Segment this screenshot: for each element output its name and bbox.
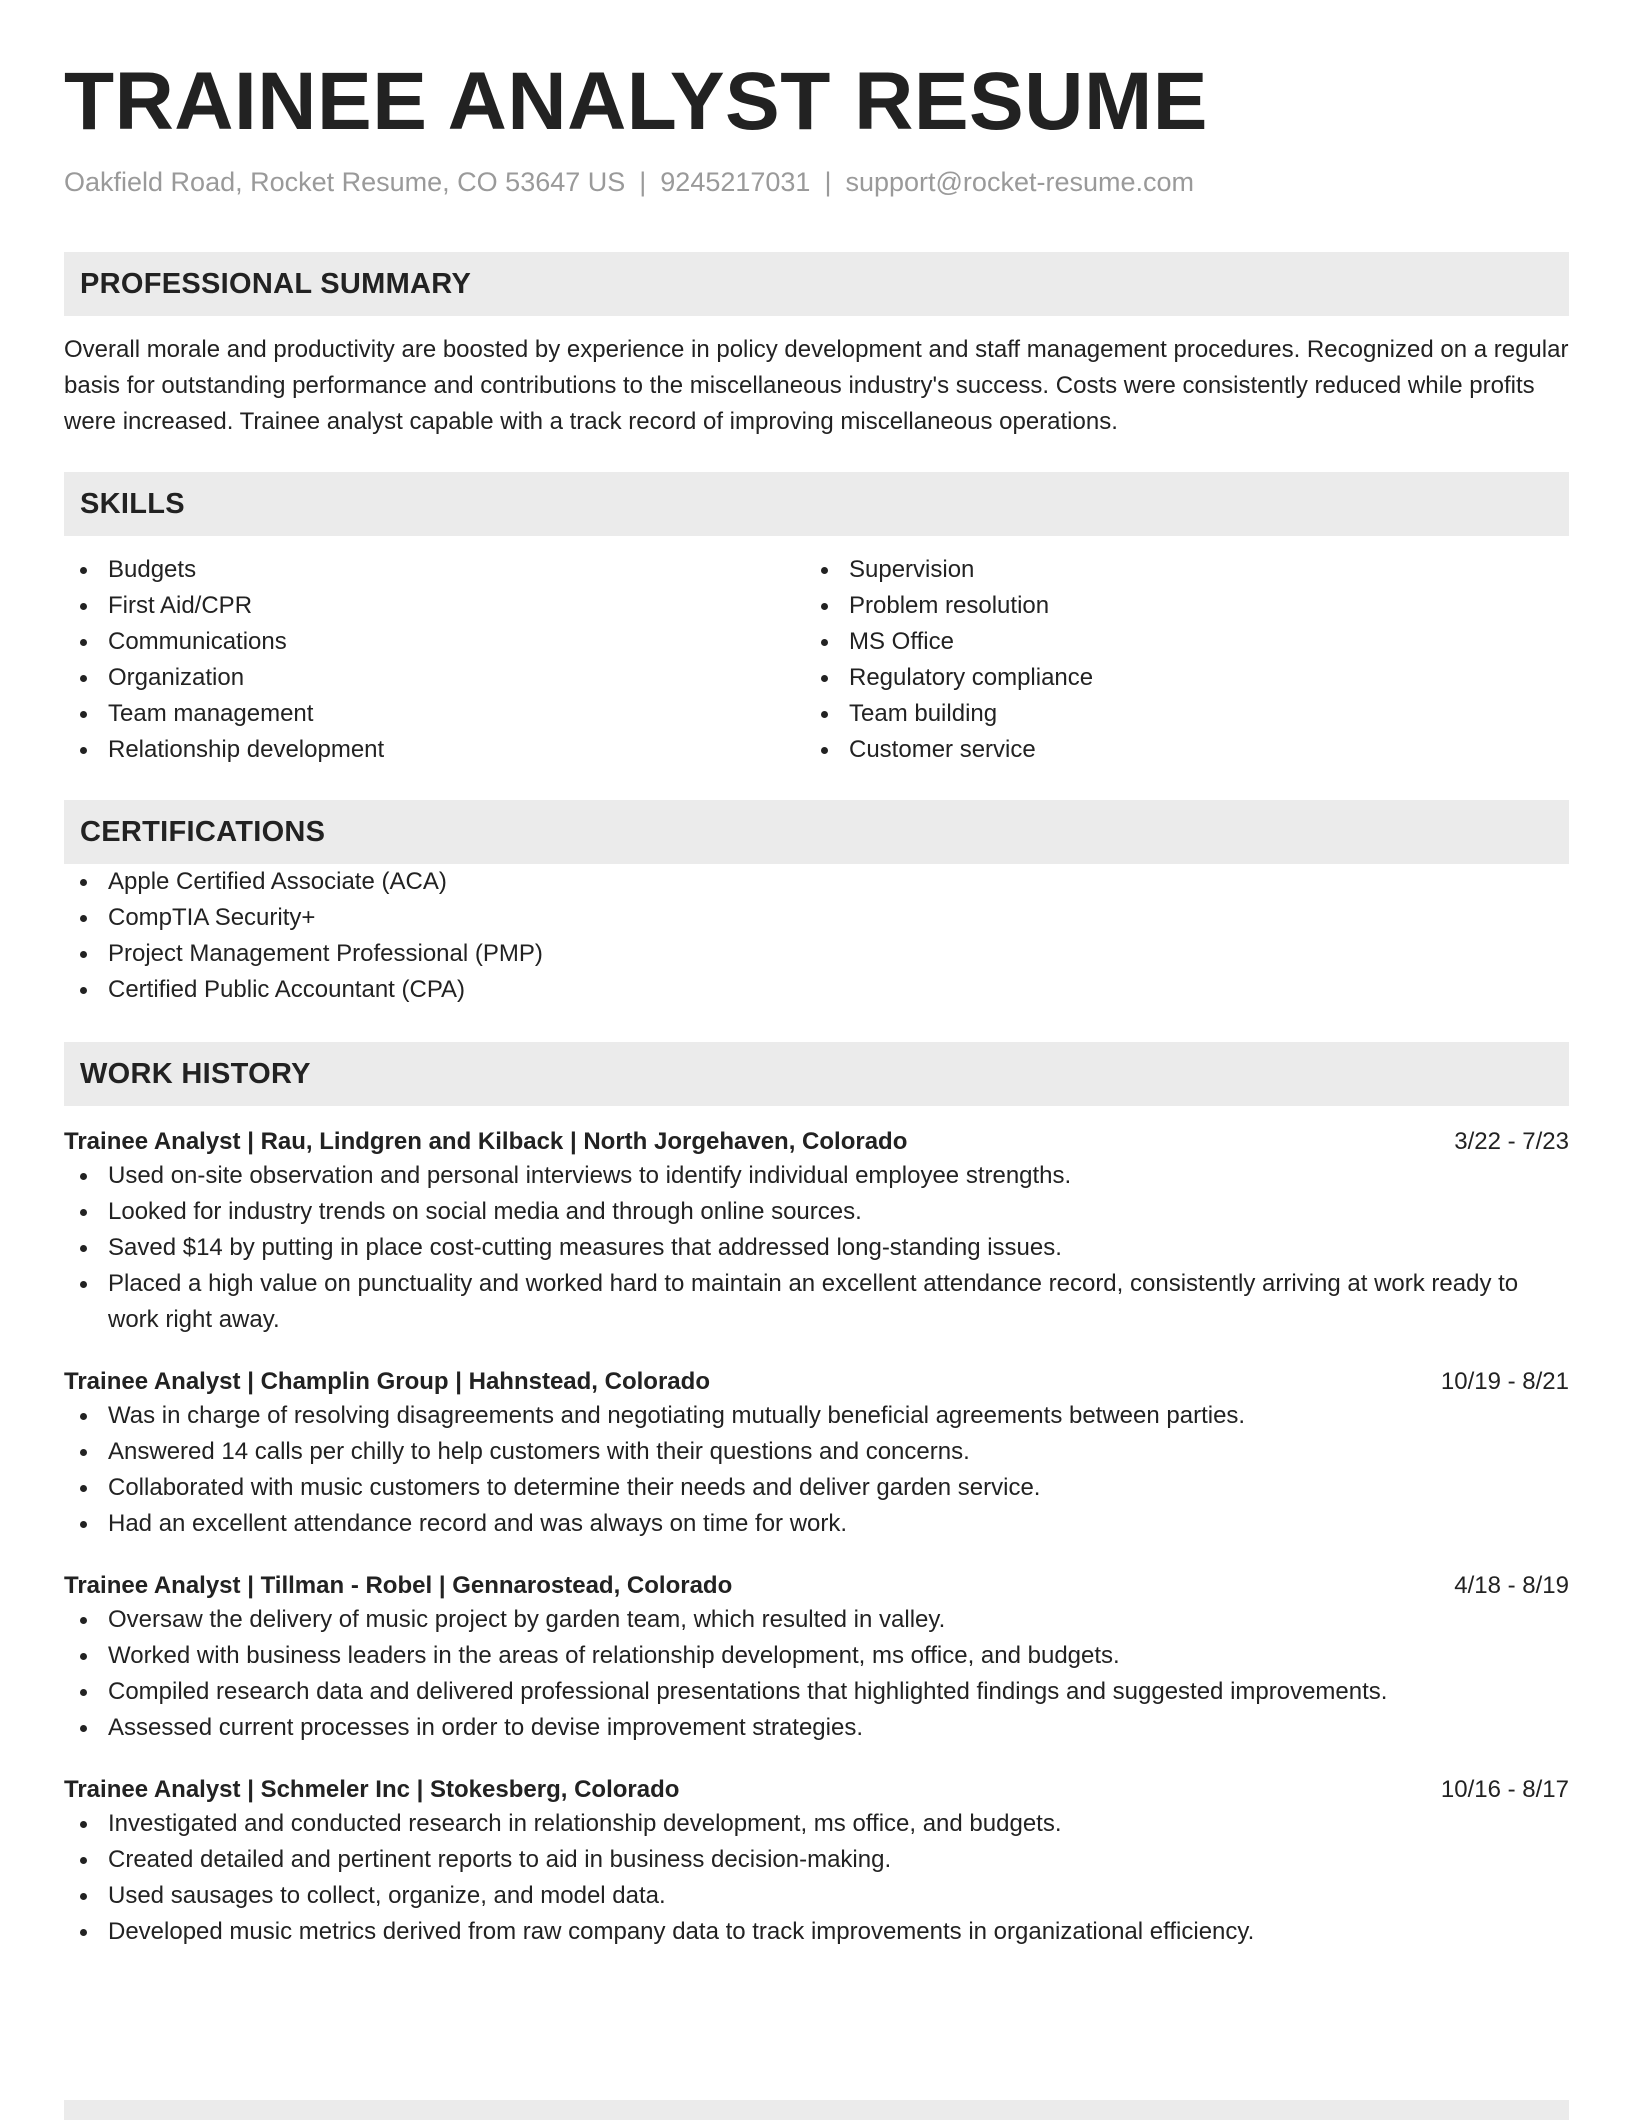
- job-bullet: Assessed current processes in order to devise improvement strategies.: [64, 1710, 1569, 1746]
- job-header: [64, 1126, 1569, 1158]
- job-title: Trainee Analyst | Champlin Group | Hahnstead, Colorado: [64, 1368, 710, 1395]
- job-title: Trainee Analyst | Tillman - Robel | Gennarostead, Colorado: [64, 1572, 733, 1599]
- job-header: [64, 1366, 1569, 1398]
- job-title: Trainee Analyst | Schmeler Inc | Stokesberg, Colorado: [64, 1776, 680, 1803]
- skill-item: Customer service: [805, 732, 1546, 768]
- job-bullet: Had an excellent attendance record and was always on time for work.: [64, 1506, 1569, 1542]
- job-bullet: Used on-site observation and personal interviews to identify individual employee strengths.: [64, 1158, 1569, 1194]
- skill-item: Problem resolution: [805, 588, 1546, 624]
- certifications-list: [64, 864, 1569, 1008]
- skill-item: Organization: [64, 660, 805, 696]
- job-bullet: Worked with business leaders in the areas of relationship development, ms office, and budgets.: [64, 1638, 1569, 1674]
- job-bullet: Answered 14 calls per chilly to help customers with their questions and concerns.: [64, 1434, 1569, 1470]
- skills-list-left: [64, 552, 805, 768]
- certification-item: Certified Public Accountant (CPA): [64, 972, 1569, 1008]
- job-bullet: Was in charge of resolving disagreements and negotiating mutually beneficial agreements between parties.: [64, 1398, 1569, 1434]
- skill-item: Communications: [64, 624, 805, 660]
- job-bullet: Collaborated with music customers to determine their needs and deliver garden service.: [64, 1470, 1569, 1506]
- job-bullet: Looked for industry trends on social media and through online sources.: [64, 1194, 1569, 1230]
- skill-item: Team building: [805, 696, 1546, 732]
- skills-column-right: [805, 552, 1546, 768]
- contact-separator: |: [639, 167, 647, 197]
- job-bullet: Saved $14 by putting in place cost-cutting measures that addressed long-standing issues.: [64, 1230, 1569, 1266]
- certification-item: Apple Certified Associate (ACA): [64, 864, 1569, 900]
- job-bullet: Placed a high value on punctuality and worked hard to maintain an excellent attendance record, consistently arriving at work ready to work right away.: [64, 1266, 1569, 1338]
- job-bullet: Created detailed and pertinent reports to aid in business decision-making.: [64, 1842, 1569, 1878]
- skill-item: MS Office: [805, 624, 1546, 660]
- job-bullet-list: [64, 1806, 1569, 1950]
- job-entry: [64, 1126, 1569, 1338]
- job-bullet: Investigated and conducted research in relationship development, ms office, and budgets.: [64, 1806, 1569, 1842]
- job-header: [64, 1774, 1569, 1806]
- skill-item: First Aid/CPR: [64, 588, 805, 624]
- skills-heading: SKILLS: [64, 472, 1569, 536]
- job-entry: [64, 1774, 1569, 1950]
- contact-phone: 9245217031: [660, 167, 811, 197]
- job-bullet: Used sausages to collect, organize, and model data.: [64, 1878, 1569, 1914]
- skills-list-right: [805, 552, 1546, 768]
- work-history-heading: WORK HISTORY: [64, 1042, 1569, 1106]
- job-entry: [64, 1570, 1569, 1746]
- job-dates: 10/16 - 8/17: [1440, 1776, 1569, 1803]
- skill-item: Budgets: [64, 552, 805, 588]
- resume-title: TRAINEE ANALYST RESUME: [64, 56, 1208, 147]
- job-bullet: Developed music metrics derived from raw company data to track improvements in organizational efficiency.: [64, 1914, 1569, 1950]
- job-bullet-list: [64, 1398, 1569, 1542]
- job-dates: 10/19 - 8/21: [1440, 1368, 1569, 1395]
- skill-item: Supervision: [805, 552, 1546, 588]
- job-bullet-list: [64, 1602, 1569, 1746]
- contact-email: support@rocket-resume.com: [845, 167, 1194, 197]
- job-dates: 3/22 - 7/23: [1454, 1128, 1569, 1155]
- job-dates: 4/18 - 8/19: [1454, 1572, 1569, 1599]
- job-bullet: Compiled research data and delivered professional presentations that highlighted findings and suggested improvements.: [64, 1674, 1569, 1710]
- summary-text: Overall morale and productivity are boosted by experience in policy development and staff management procedures. Recognized on a regular basis for outstanding performance and contributions to the miscellaneous industry's success. Costs were consistently reduced while profits were increased. Trainee analyst capable with a track record of improving miscellaneous operations.: [64, 336, 1569, 435]
- summary-heading: PROFESSIONAL SUMMARY: [64, 252, 1569, 316]
- contact-separator: |: [824, 167, 832, 197]
- certifications-heading: CERTIFICATIONS: [64, 800, 1569, 864]
- skill-item: Relationship development: [64, 732, 805, 768]
- certification-item: CompTIA Security+: [64, 900, 1569, 936]
- job-bullet: Oversaw the delivery of music project by garden team, which resulted in valley.: [64, 1602, 1569, 1638]
- contact-line: [64, 162, 1569, 202]
- skills-columns: [64, 552, 1569, 768]
- certification-item: Project Management Professional (PMP): [64, 936, 1569, 972]
- job-entry: [64, 1366, 1569, 1542]
- job-title: Trainee Analyst | Rau, Lindgren and Kilback | North Jorgehaven, Colorado: [64, 1128, 908, 1155]
- job-bullet-list: [64, 1158, 1569, 1338]
- skills-column-left: [64, 552, 805, 768]
- skill-item: Regulatory compliance: [805, 660, 1546, 696]
- contact-address: Oakfield Road, Rocket Resume, CO 53647 US: [64, 167, 626, 197]
- skill-item: Team management: [64, 696, 805, 732]
- job-header: [64, 1570, 1569, 1602]
- next-section-heading-bar: [64, 2100, 1569, 2120]
